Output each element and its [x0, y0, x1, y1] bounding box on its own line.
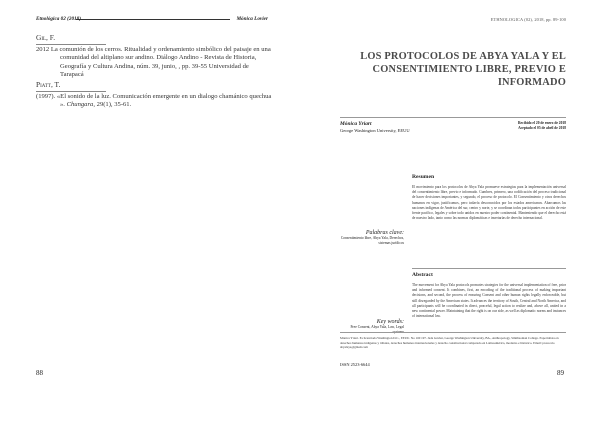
keywords-label: Key words: [376, 319, 404, 325]
references-list [36, 33, 274, 110]
author-affiliation: George Washington University, EEUU [340, 128, 410, 133]
author-name: Mónica Yriart [340, 121, 372, 127]
footnote-divider [340, 332, 566, 333]
reference-entry [36, 93, 274, 110]
keywords-text: Free Consent, Abya Yala, Law, Legal systems [350, 325, 404, 334]
received-date: Recibido el 20 de enero de 2018 [517, 121, 566, 125]
right-running-header: ETHNOLOGICA (02), 2018, pp. 89-100 [490, 17, 566, 22]
reference-entry-text: (1997). «El sonido de la luz. Comunicación emergente en un dialogo chamánico quechua ». [36, 92, 272, 109]
author-block [340, 117, 566, 136]
reference-entry: 2012 La comunión de los cerros. Ritualidad y ordenamiento simbólico del paisaje en una comunidad del altiplano sur andino. Diálogo Andino - Revista de Historia, Geografía y Cultura Andina, núm. 39, junio, , pp. 39-55 Universidad de Tarapacá [36, 45, 271, 79]
palabras-clave-label: Palabras clave: [365, 230, 404, 236]
header-rule [76, 19, 230, 20]
article-title: LOS PROTOCOLOS DE ABYA YALA Y EL CONSENTIMIENTO LIBRE, PREVIO E INFORMADO [360, 51, 566, 88]
resumen-heading: Resumen [412, 174, 435, 180]
article-dates [518, 121, 566, 131]
reference-author: Gil, F. [36, 33, 56, 42]
right-page [300, 0, 600, 425]
abstract-text: The movement for Abya Yala protocols promotes strategies for the universal implementation of free, prior and informed consent. It combines, first, an encoding of the traditional process of making important decisions, and second, the process of ensuring Consent and other human rights legally enforceable, but still disregarded by the American states. It advances the territory of South, Central and North America, and all participants will be coordinated in direct, peaceful, legal action to realize and, above all, united in a new continental power. Maintaining that the right is on our side, as well as diplomatic norms and instances of international law. [412, 283, 566, 319]
running-author: Mónica Lovier [236, 16, 268, 22]
left-running-header [36, 16, 268, 28]
reference-rule [36, 91, 106, 92]
reference-rule [36, 44, 106, 45]
author-footnote: Mónica Yriart. Es licenciada Washington D.C., EEUU. No 160 197. Jada Gruber, George Washington University, BA., Anthropology, Smithsonian College. Especialista en derechos humanos indígenas y tribales, derechos humanos internacionales y derecho constitucional comparado en Latinoamérica, moderno e histórico. Email: protocolo abyalaya@gmail.com [340, 336, 559, 350]
page-number: 89 [557, 369, 564, 377]
abstract-heading: Abstract [412, 272, 433, 278]
page-number: 88 [36, 369, 43, 377]
section-divider [412, 268, 566, 269]
reference-author: Piatt, T. [36, 79, 61, 89]
palabras-clave-text: Consentimiento libre, Abya Yala, Derechos, sistemas jurídicos [340, 236, 404, 245]
resumen-text: El movimiento para los protocolos de Abya Yala promueve estrategias para la implementación universal del consentimiento libre, previo e informado. Cumbres, primero, una codificación del proceso tradicional de hacer decisiones importantes, y segundo, el proceso de protocolo. El Consentimiento y otros derechos humanos en vigor, justificamos, pero todavía desconocidos por los estados americanos. Abarcamos las naciones indígenas de América del sur, centro y norte, y se coordinan todos participantes en acción de este frente pacífico, legales y sobre todo unidos en nuestro poder continental. Manteniendo que el derecho está de nuestro lado, tanto como las normas diplomáticas e insertarías de derecho internacional. [412, 185, 566, 221]
accepted-date: Aceptado el 05 de abril de 2018 [518, 126, 566, 130]
reference-journal: Chungara [66, 101, 94, 109]
issn: ISSN 2523-6644 [340, 362, 370, 367]
palabras-clave-block [340, 230, 404, 246]
journal-name: Etnológica 02 (2018) [36, 16, 81, 22]
reference-entry-tail: , 29(1), 35-61. [93, 101, 132, 109]
